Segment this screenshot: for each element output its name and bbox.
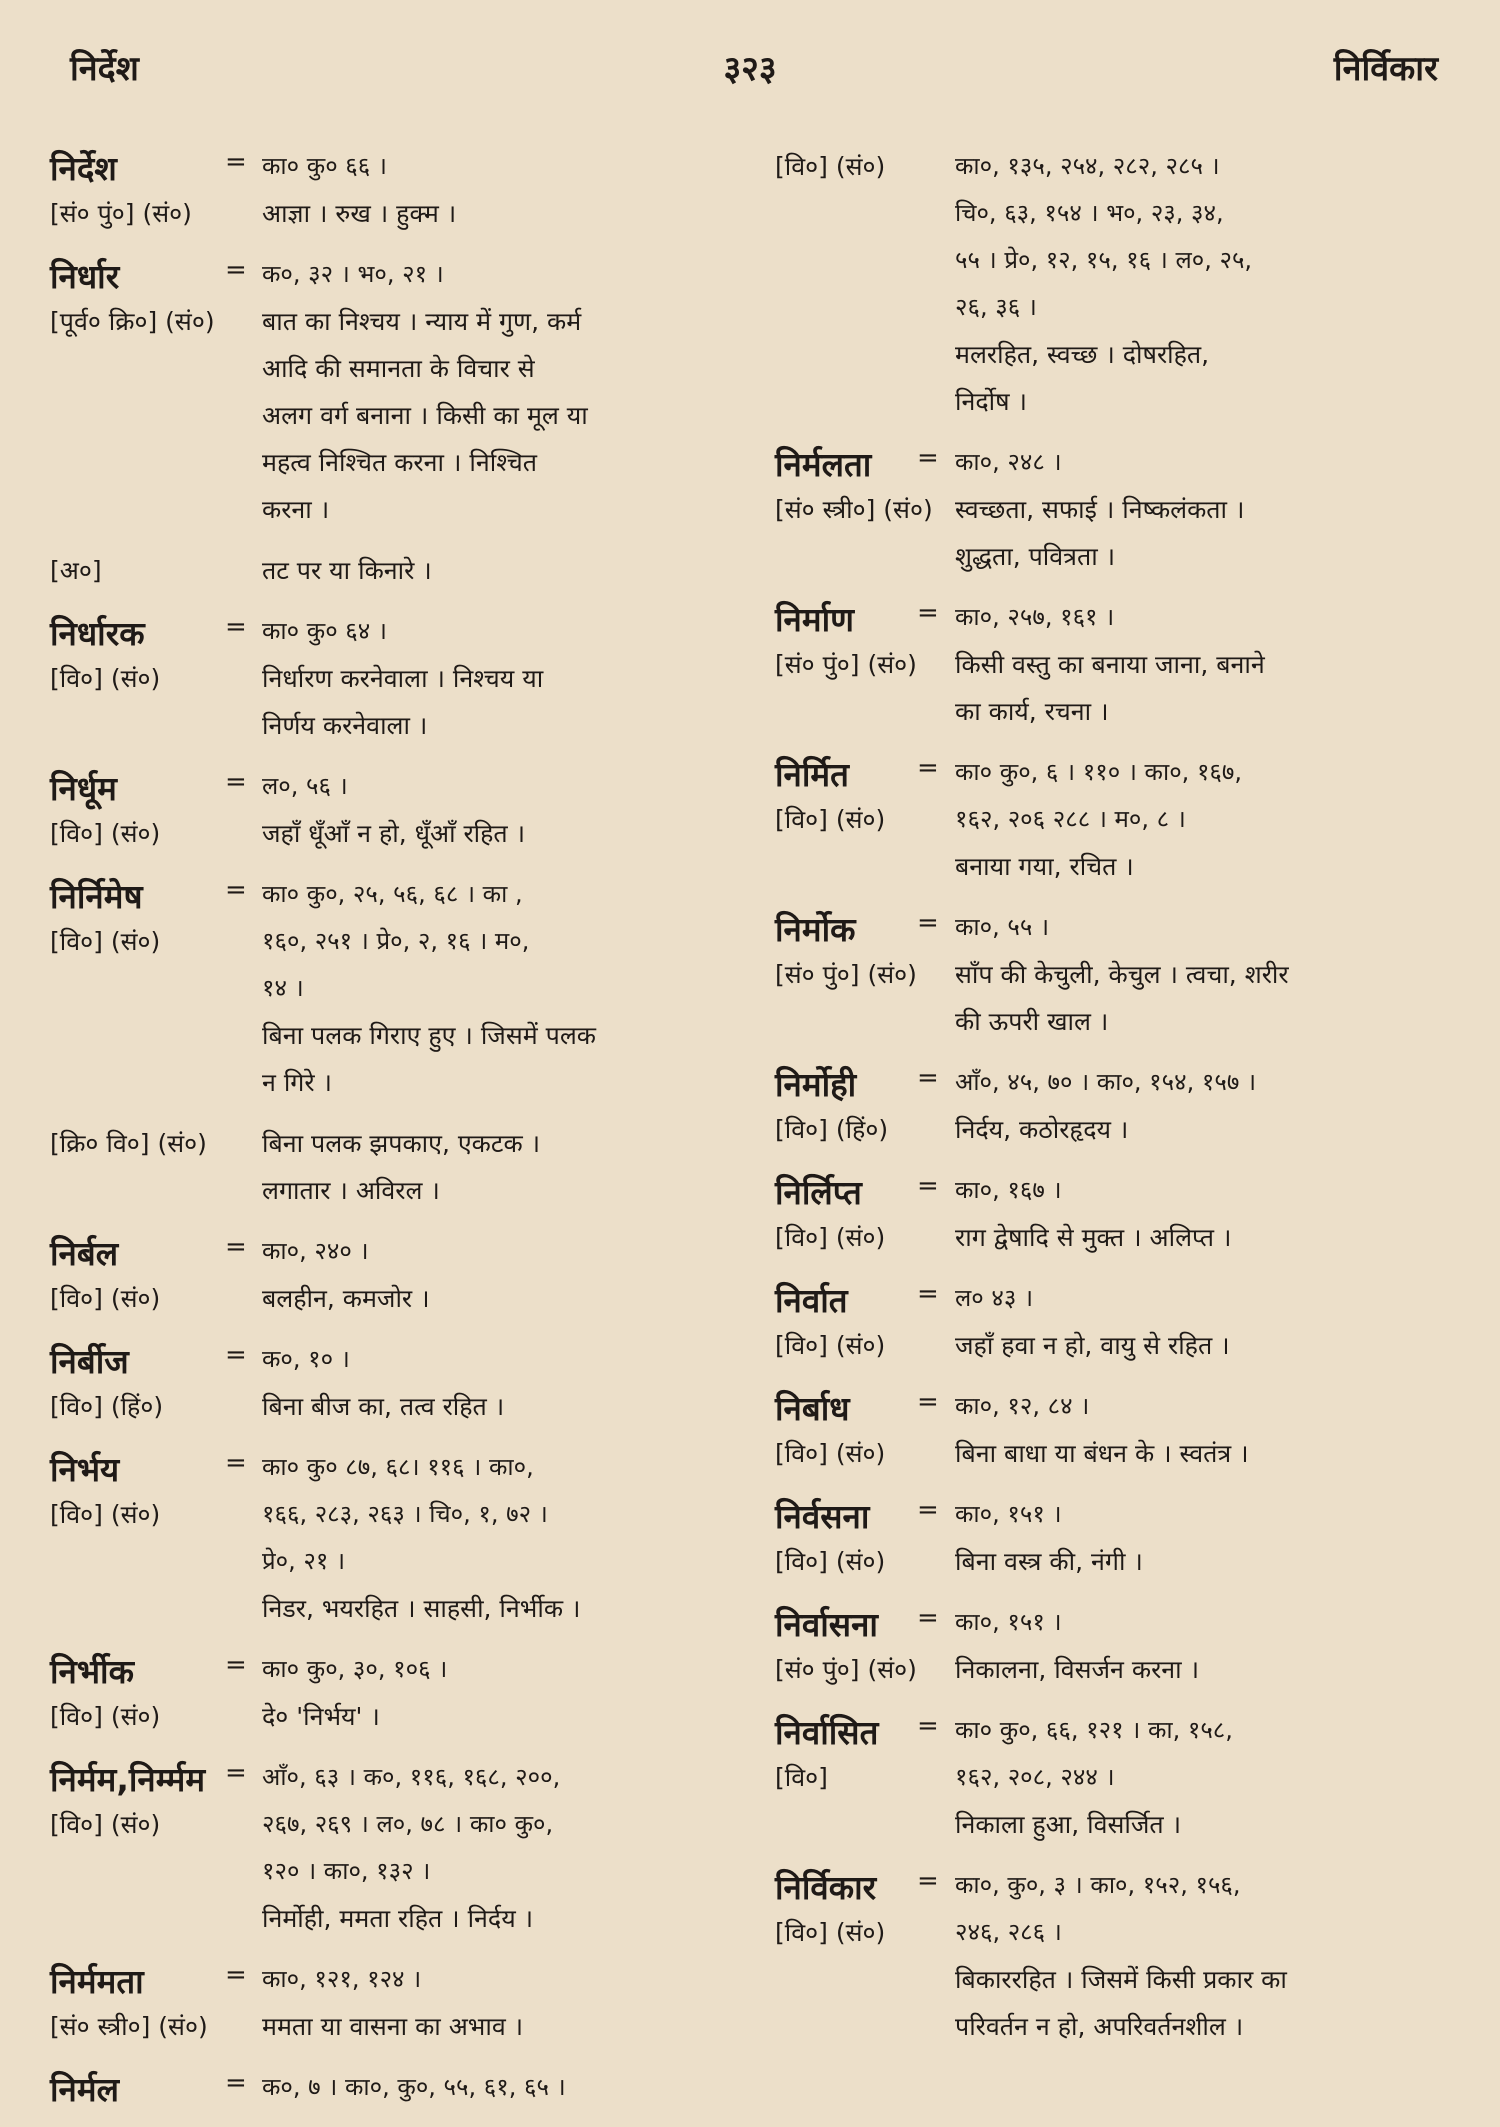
dictionary-entry bbox=[775, 1493, 1465, 1587]
headword: निर्देश bbox=[50, 149, 117, 188]
entry-line bbox=[775, 1000, 1465, 1047]
definition-text: करना । bbox=[262, 495, 330, 524]
definition-text: निर्दोष । bbox=[955, 387, 1027, 416]
definition-text: बिना बाधा या बंधन के । स्वतंत्र । bbox=[955, 1439, 1249, 1468]
entry-line bbox=[50, 1850, 740, 1897]
headword: निर्मित bbox=[775, 755, 849, 794]
citation-refs: का० कु०, ३०, १०६ । bbox=[262, 1655, 448, 1683]
citation-refs: १६०, २५१ । प्रे०, २, १६ । म०, bbox=[262, 927, 530, 955]
equals-sign: = bbox=[225, 1340, 247, 1370]
definition-text: लगातार । अविरल । bbox=[262, 1176, 440, 1205]
citation-refs: १६२, २०८, २४४ । bbox=[955, 1763, 1115, 1791]
entry-line bbox=[50, 253, 740, 300]
entry-line bbox=[775, 286, 1465, 333]
equals-sign: = bbox=[225, 875, 247, 905]
grammar-tag: [वि०] (सं०) bbox=[775, 1439, 886, 1468]
citation-refs: ५५ । प्रे०, १२, १५, १६ । ल०, २५, bbox=[955, 246, 1253, 274]
headword: निर्बाध bbox=[775, 1389, 850, 1428]
entry-line bbox=[50, 488, 740, 535]
headword: निर्भय bbox=[50, 1450, 120, 1489]
headword: निर्मम,निर्म्मम bbox=[50, 1760, 206, 1799]
entry-line bbox=[775, 441, 1465, 488]
entry-line bbox=[775, 643, 1465, 690]
entry-line bbox=[775, 535, 1465, 582]
grammar-tag: [वि०] (सं०) bbox=[50, 1702, 161, 1731]
entry-line bbox=[775, 1277, 1465, 1324]
definition-text: दे० 'निर्भय' । bbox=[262, 1702, 380, 1731]
entry-line bbox=[775, 1803, 1465, 1850]
citation-refs: क०, १० । bbox=[262, 1345, 350, 1373]
citation-refs: का० कु० ८७, ६८। ११६ । का०, bbox=[262, 1453, 534, 1481]
entry-line bbox=[775, 1108, 1465, 1155]
headword: निर्धूम bbox=[50, 769, 117, 808]
entry-line bbox=[775, 1169, 1465, 1216]
definition-text: बिकाररहित । जिसमें किसी प्रकार का bbox=[955, 1965, 1287, 1994]
definition-text: बिना बीज का, तत्व रहित । bbox=[262, 1392, 505, 1421]
definition-text: जहाँ धूँआँ न हो, धूँआँ रहित । bbox=[262, 819, 526, 848]
headword: निर्भीक bbox=[50, 1652, 134, 1691]
grammar-tag: [वि०] (सं०) bbox=[775, 1331, 886, 1360]
citation-refs: १६२, २०६ २८८ । म०, ८ । bbox=[955, 805, 1186, 833]
grammar-tag: [पूर्व० क्रि०] (सं०) bbox=[50, 307, 215, 336]
dictionary-entry bbox=[775, 1061, 1465, 1155]
grammar-tag: [वि०] (सं०) bbox=[50, 1500, 161, 1529]
entry-line bbox=[50, 441, 740, 488]
headword: निर्मोक bbox=[775, 910, 856, 949]
citation-refs: क०, ३२ । भ०, २१ । bbox=[262, 260, 444, 288]
definition-text: आज्ञा । रुख । हुक्म । bbox=[262, 199, 457, 228]
headword: निर्धारक bbox=[50, 614, 145, 653]
dictionary-entry bbox=[50, 1958, 740, 2052]
entry-line bbox=[50, 192, 740, 239]
definition-text: महत्व निश्चित करना । निश्चित bbox=[262, 448, 537, 477]
entry-line bbox=[775, 906, 1465, 953]
equals-sign: = bbox=[225, 612, 247, 642]
entry-line bbox=[50, 394, 740, 441]
definition-text: बात का निश्चय । न्याय में गुण, कर्म bbox=[262, 307, 582, 336]
entry-line bbox=[50, 1803, 740, 1850]
entry-line bbox=[775, 1385, 1465, 1432]
citation-refs: का०, कु०, ३ । का०, १५२, १५६, bbox=[955, 1871, 1241, 1899]
entry-line bbox=[775, 1911, 1465, 1958]
citation-refs: का०, १३५, २५४, २८२, २८५ । bbox=[955, 152, 1220, 180]
definition-text: का कार्य, रचना । bbox=[955, 697, 1109, 726]
equals-sign: = bbox=[225, 1960, 247, 1990]
definition-text: अलग वर्ग बनाना । किसी का मूल या bbox=[262, 401, 588, 430]
headword: निर्वासना bbox=[775, 1605, 878, 1644]
entry-line bbox=[50, 1648, 740, 1695]
entry-line bbox=[775, 953, 1465, 1000]
entry-line bbox=[50, 1014, 740, 1061]
equals-sign: = bbox=[917, 1387, 939, 1417]
definition-text: निकालना, विसर्जन करना । bbox=[955, 1655, 1200, 1684]
equals-sign: = bbox=[917, 908, 939, 938]
entry-line bbox=[775, 845, 1465, 892]
dictionary-entry bbox=[50, 610, 740, 751]
citation-refs: १४ । bbox=[262, 974, 304, 1002]
entry-line bbox=[50, 1169, 740, 1216]
citation-refs: का०, २४८ । bbox=[955, 448, 1062, 476]
citation-refs: ल० ४३ । bbox=[955, 1284, 1034, 1312]
equals-sign: = bbox=[917, 1063, 939, 1093]
entry-line bbox=[775, 239, 1465, 286]
dictionary-entry bbox=[50, 1756, 740, 1944]
definition-text: स्वच्छता, सफाई । निष्कलंकता । bbox=[955, 495, 1245, 524]
grammar-tag: [सं० पुं०] (सं०) bbox=[775, 650, 917, 679]
citation-refs: ल०, ५६ । bbox=[262, 772, 348, 800]
entry-line bbox=[775, 1493, 1465, 1540]
entry-line bbox=[775, 1432, 1465, 1479]
dictionary-entry bbox=[50, 2066, 740, 2113]
citation-refs: का० कु०, ६ । ११० । का०, १६७, bbox=[955, 758, 1243, 786]
citation-refs: का०, ५५ । bbox=[955, 913, 1050, 941]
entry-line bbox=[775, 1216, 1465, 1263]
citation-refs: का०, १५१ । bbox=[955, 1608, 1062, 1636]
equals-sign: = bbox=[917, 753, 939, 783]
grammar-tag: [वि०] (सं०) bbox=[50, 664, 161, 693]
entry-line bbox=[50, 549, 740, 596]
grammar-tag: [सं० पुं०] (सं०) bbox=[50, 199, 192, 228]
entry-line bbox=[50, 145, 740, 192]
dictionary-entry bbox=[775, 751, 1465, 892]
citation-refs: का०, १६७ । bbox=[955, 1176, 1062, 1204]
entry-line bbox=[50, 1958, 740, 2005]
equals-sign: = bbox=[225, 2068, 247, 2098]
headword: निर्बल bbox=[50, 1234, 119, 1273]
entry-line bbox=[50, 2005, 740, 2052]
dictionary-entry bbox=[775, 1385, 1465, 1479]
citation-refs: आँ०, ६३ । क०, ११६, १६८, २००, bbox=[262, 1763, 561, 1791]
definition-text: निर्मोही, ममता रहित । निर्दय । bbox=[262, 1904, 534, 1933]
dictionary-entry bbox=[50, 253, 740, 535]
entry-line bbox=[775, 1864, 1465, 1911]
left-column bbox=[50, 145, 740, 2127]
grammar-tag: [वि०] (सं०) bbox=[775, 1918, 886, 1947]
entry-line bbox=[50, 657, 740, 704]
entry-line bbox=[50, 1385, 740, 1432]
citation-refs: का०, १२१, १२४ । bbox=[262, 1965, 422, 1993]
citation-refs: १६६, २८३, २६३ । चि०, १, ७२ । bbox=[262, 1500, 548, 1528]
dictionary-entry bbox=[775, 1709, 1465, 1850]
citation-refs: क०, ७ । का०, कु०, ५५, ६१, ६५ । bbox=[262, 2073, 566, 2101]
entry-line bbox=[50, 704, 740, 751]
equals-sign: = bbox=[917, 1711, 939, 1741]
dictionary-entry bbox=[775, 1169, 1465, 1263]
citation-refs: का० कु० ६६ । bbox=[262, 152, 387, 180]
definition-text: बिना पलक गिराए हुए । जिसमें पलक bbox=[262, 1021, 597, 1050]
definition-text: न गिरे । bbox=[262, 1068, 333, 1097]
headword: निर्मोही bbox=[775, 1065, 857, 1104]
entry-line bbox=[775, 798, 1465, 845]
entry-line bbox=[50, 1587, 740, 1634]
entry-line bbox=[775, 751, 1465, 798]
definition-text: बिना पलक झपकाए, एकटक । bbox=[262, 1129, 541, 1158]
equals-sign: = bbox=[917, 1279, 939, 1309]
equals-sign: = bbox=[917, 598, 939, 628]
citation-refs: का०, १५१ । bbox=[955, 1500, 1062, 1528]
headword: निर्मलता bbox=[775, 445, 872, 484]
definition-text: बनाया गया, रचित । bbox=[955, 852, 1134, 881]
equals-sign: = bbox=[917, 443, 939, 473]
entry-line bbox=[50, 1230, 740, 1277]
entry-line bbox=[50, 1446, 740, 1493]
dictionary-entry bbox=[50, 1338, 740, 1432]
dictionary-entry bbox=[50, 873, 740, 1108]
definition-text: साँप की केचुली, केचुल । त्वचा, शरीर bbox=[955, 960, 1289, 989]
grammar-tag: [वि०] (सं०) bbox=[50, 1284, 161, 1313]
entry-line bbox=[50, 967, 740, 1014]
page-number: ३२३ bbox=[723, 49, 777, 89]
entry-line bbox=[50, 765, 740, 812]
dictionary-entry bbox=[775, 1864, 1465, 2052]
definition-text: निकाला हुआ, विसर्जित । bbox=[955, 1810, 1182, 1839]
definition-text: तट पर या किनारे । bbox=[262, 556, 432, 585]
dictionary-entry bbox=[50, 1446, 740, 1634]
entry-line bbox=[50, 1061, 740, 1108]
dictionary-entry bbox=[775, 1601, 1465, 1695]
entry-line bbox=[775, 380, 1465, 427]
citation-refs: चि०, ६३, १५४ । भ०, २३, ३४, bbox=[955, 199, 1224, 227]
dictionary-entry bbox=[50, 1648, 740, 1742]
definition-text: परिवर्तन न हो, अपरिवर्तनशील । bbox=[955, 2012, 1244, 2041]
headword: निर्निमेष bbox=[50, 877, 143, 916]
dictionary-entry bbox=[50, 765, 740, 859]
dictionary-entry bbox=[775, 441, 1465, 582]
citation-refs: २६, ३६ । bbox=[955, 293, 1037, 321]
grammar-tag: [वि०] (सं०) bbox=[775, 1223, 886, 1252]
equals-sign: = bbox=[225, 1448, 247, 1478]
headword: निर्वात bbox=[775, 1281, 848, 1320]
definition-text: निडर, भयरहित । साहसी, निर्भीक । bbox=[262, 1594, 581, 1623]
definition-text: जहाँ हवा न हो, वायु से रहित । bbox=[955, 1331, 1230, 1360]
entry-line bbox=[50, 873, 740, 920]
grammar-tag: [क्रि० वि०] (सं०) bbox=[50, 1129, 207, 1158]
dictionary-entry bbox=[775, 1277, 1465, 1371]
grammar-tag: [वि०] (सं०) bbox=[50, 819, 161, 848]
equals-sign: = bbox=[917, 1603, 939, 1633]
headword: निर्लिप्त bbox=[775, 1173, 862, 1212]
dictionary-entry bbox=[775, 906, 1465, 1047]
entry-line bbox=[50, 1756, 740, 1803]
entry-line bbox=[50, 300, 740, 347]
definition-text: राग द्वेषादि से मुक्त । अलिप्त । bbox=[955, 1223, 1232, 1252]
grammar-tag: [सं० स्त्री०] (सं०) bbox=[775, 495, 933, 524]
definition-text: निर्दय, कठोरहृदय । bbox=[955, 1115, 1129, 1144]
headword: निर्मल bbox=[50, 2070, 119, 2109]
citation-refs: १२० । का०, १३२ । bbox=[262, 1857, 431, 1885]
entry-line bbox=[50, 1897, 740, 1944]
entry-line bbox=[775, 1958, 1465, 2005]
definition-text: की ऊपरी खाल । bbox=[955, 1007, 1109, 1036]
equals-sign: = bbox=[225, 255, 247, 285]
grammar-tag: [सं० पुं०] (सं०) bbox=[775, 960, 917, 989]
headword: निर्विकार bbox=[775, 1868, 877, 1907]
definition-text: बिना वस्त्र की, नंगी । bbox=[955, 1547, 1143, 1576]
citation-refs: आँ०, ४५, ७० । का०, १५४, १५७ । bbox=[955, 1068, 1257, 1096]
headword: निर्वासित bbox=[775, 1713, 879, 1752]
entry-line bbox=[775, 2005, 1465, 2052]
dictionary-entry bbox=[50, 1122, 740, 1216]
dictionary-entry bbox=[50, 1230, 740, 1324]
grammar-tag: [वि०] (सं०) bbox=[775, 1547, 886, 1576]
grammar-tag: [सं० पुं०] (सं०) bbox=[775, 1655, 917, 1684]
grammar-tag: [वि०] (हिं०) bbox=[50, 1392, 164, 1421]
grammar-tag: [अ०] bbox=[50, 556, 102, 585]
grammar-tag: [वि०] (हिं०) bbox=[775, 1115, 889, 1144]
entry-line bbox=[50, 1277, 740, 1324]
citation-refs: का०, १२, ८४ । bbox=[955, 1392, 1090, 1420]
entry-line bbox=[50, 1338, 740, 1385]
definition-text: बलहीन, कमजोर । bbox=[262, 1284, 430, 1313]
citation-refs: का० कु०, ६६, १२१ । का, १५८, bbox=[955, 1716, 1233, 1744]
entry-line bbox=[50, 1122, 740, 1169]
grammar-tag: [वि०] (सं०) bbox=[50, 1810, 161, 1839]
grammar-tag: [सं० स्त्री०] (सं०) bbox=[50, 2012, 208, 2041]
entry-line bbox=[775, 1648, 1465, 1695]
citation-refs: २४६, २८६ । bbox=[955, 1918, 1062, 1946]
headword: निर्माण bbox=[775, 600, 855, 639]
entry-line bbox=[775, 488, 1465, 535]
right-column bbox=[775, 145, 1465, 2066]
citation-refs: प्रे०, २१ । bbox=[262, 1547, 346, 1575]
dictionary-entry bbox=[50, 145, 740, 239]
entry-line bbox=[775, 1540, 1465, 1587]
equals-sign: = bbox=[917, 1171, 939, 1201]
entry-line bbox=[50, 1540, 740, 1587]
entry-line bbox=[50, 812, 740, 859]
headword: निर्बीज bbox=[50, 1342, 129, 1381]
citation-refs: २६७, २६९ । ल०, ७८ । का० कु०, bbox=[262, 1810, 554, 1838]
definition-text: मलरहित, स्वच्छ । दोषरहित, bbox=[955, 340, 1210, 369]
entry-line bbox=[775, 145, 1465, 192]
entry-line bbox=[775, 1324, 1465, 1371]
entry-line bbox=[50, 920, 740, 967]
equals-sign: = bbox=[225, 1232, 247, 1262]
entry-line bbox=[775, 333, 1465, 380]
entry-line bbox=[775, 192, 1465, 239]
entry-line bbox=[775, 1756, 1465, 1803]
grammar-tag: [वि०] (सं०) bbox=[50, 927, 161, 956]
equals-sign: = bbox=[225, 147, 247, 177]
grammar-tag: [वि०] (सं०) bbox=[775, 152, 886, 181]
dictionary-entry bbox=[775, 145, 1465, 427]
citation-refs: का० कु० ६४ । bbox=[262, 617, 387, 645]
equals-sign: = bbox=[917, 1866, 939, 1896]
headword: निर्वसना bbox=[775, 1497, 870, 1536]
entry-line bbox=[50, 2066, 740, 2113]
entry-line bbox=[50, 347, 740, 394]
definition-text: शुद्धता, पवित्रता । bbox=[955, 542, 1116, 571]
entry-line bbox=[50, 610, 740, 657]
entry-line bbox=[775, 1709, 1465, 1756]
equals-sign: = bbox=[225, 1758, 247, 1788]
definition-text: आदि की समानता के विचार से bbox=[262, 354, 535, 383]
entry-line bbox=[775, 1601, 1465, 1648]
dictionary-entry bbox=[50, 549, 740, 596]
headword: निर्ममता bbox=[50, 1962, 144, 2001]
running-head-right: निर्विकार bbox=[1333, 49, 1438, 89]
citation-refs: का० कु०, २५, ५६, ६८ । का , bbox=[262, 880, 523, 908]
grammar-tag: [वि०] (सं०) bbox=[775, 805, 886, 834]
entry-line bbox=[50, 1695, 740, 1742]
citation-refs: का०, २५७, १६१ । bbox=[955, 603, 1115, 631]
entry-line bbox=[50, 1493, 740, 1540]
entry-line bbox=[775, 1061, 1465, 1108]
grammar-tag: [वि०] bbox=[775, 1763, 828, 1792]
definition-text: निर्णय करनेवाला । bbox=[262, 711, 428, 740]
dictionary-entry bbox=[775, 596, 1465, 737]
citation-refs: का०, २४० । bbox=[262, 1237, 369, 1265]
entry-line bbox=[775, 690, 1465, 737]
equals-sign: = bbox=[225, 1650, 247, 1680]
definition-text: ममता या वासना का अभाव । bbox=[262, 2012, 524, 2041]
entry-line bbox=[775, 596, 1465, 643]
equals-sign: = bbox=[225, 767, 247, 797]
definition-text: निर्धारण करनेवाला । निश्चय या bbox=[262, 664, 544, 693]
definition-text: किसी वस्तु का बनाया जाना, बनाने bbox=[955, 650, 1265, 679]
running-head-left: निर्देश bbox=[70, 49, 139, 89]
headword: निर्धार bbox=[50, 257, 120, 296]
equals-sign: = bbox=[917, 1495, 939, 1525]
